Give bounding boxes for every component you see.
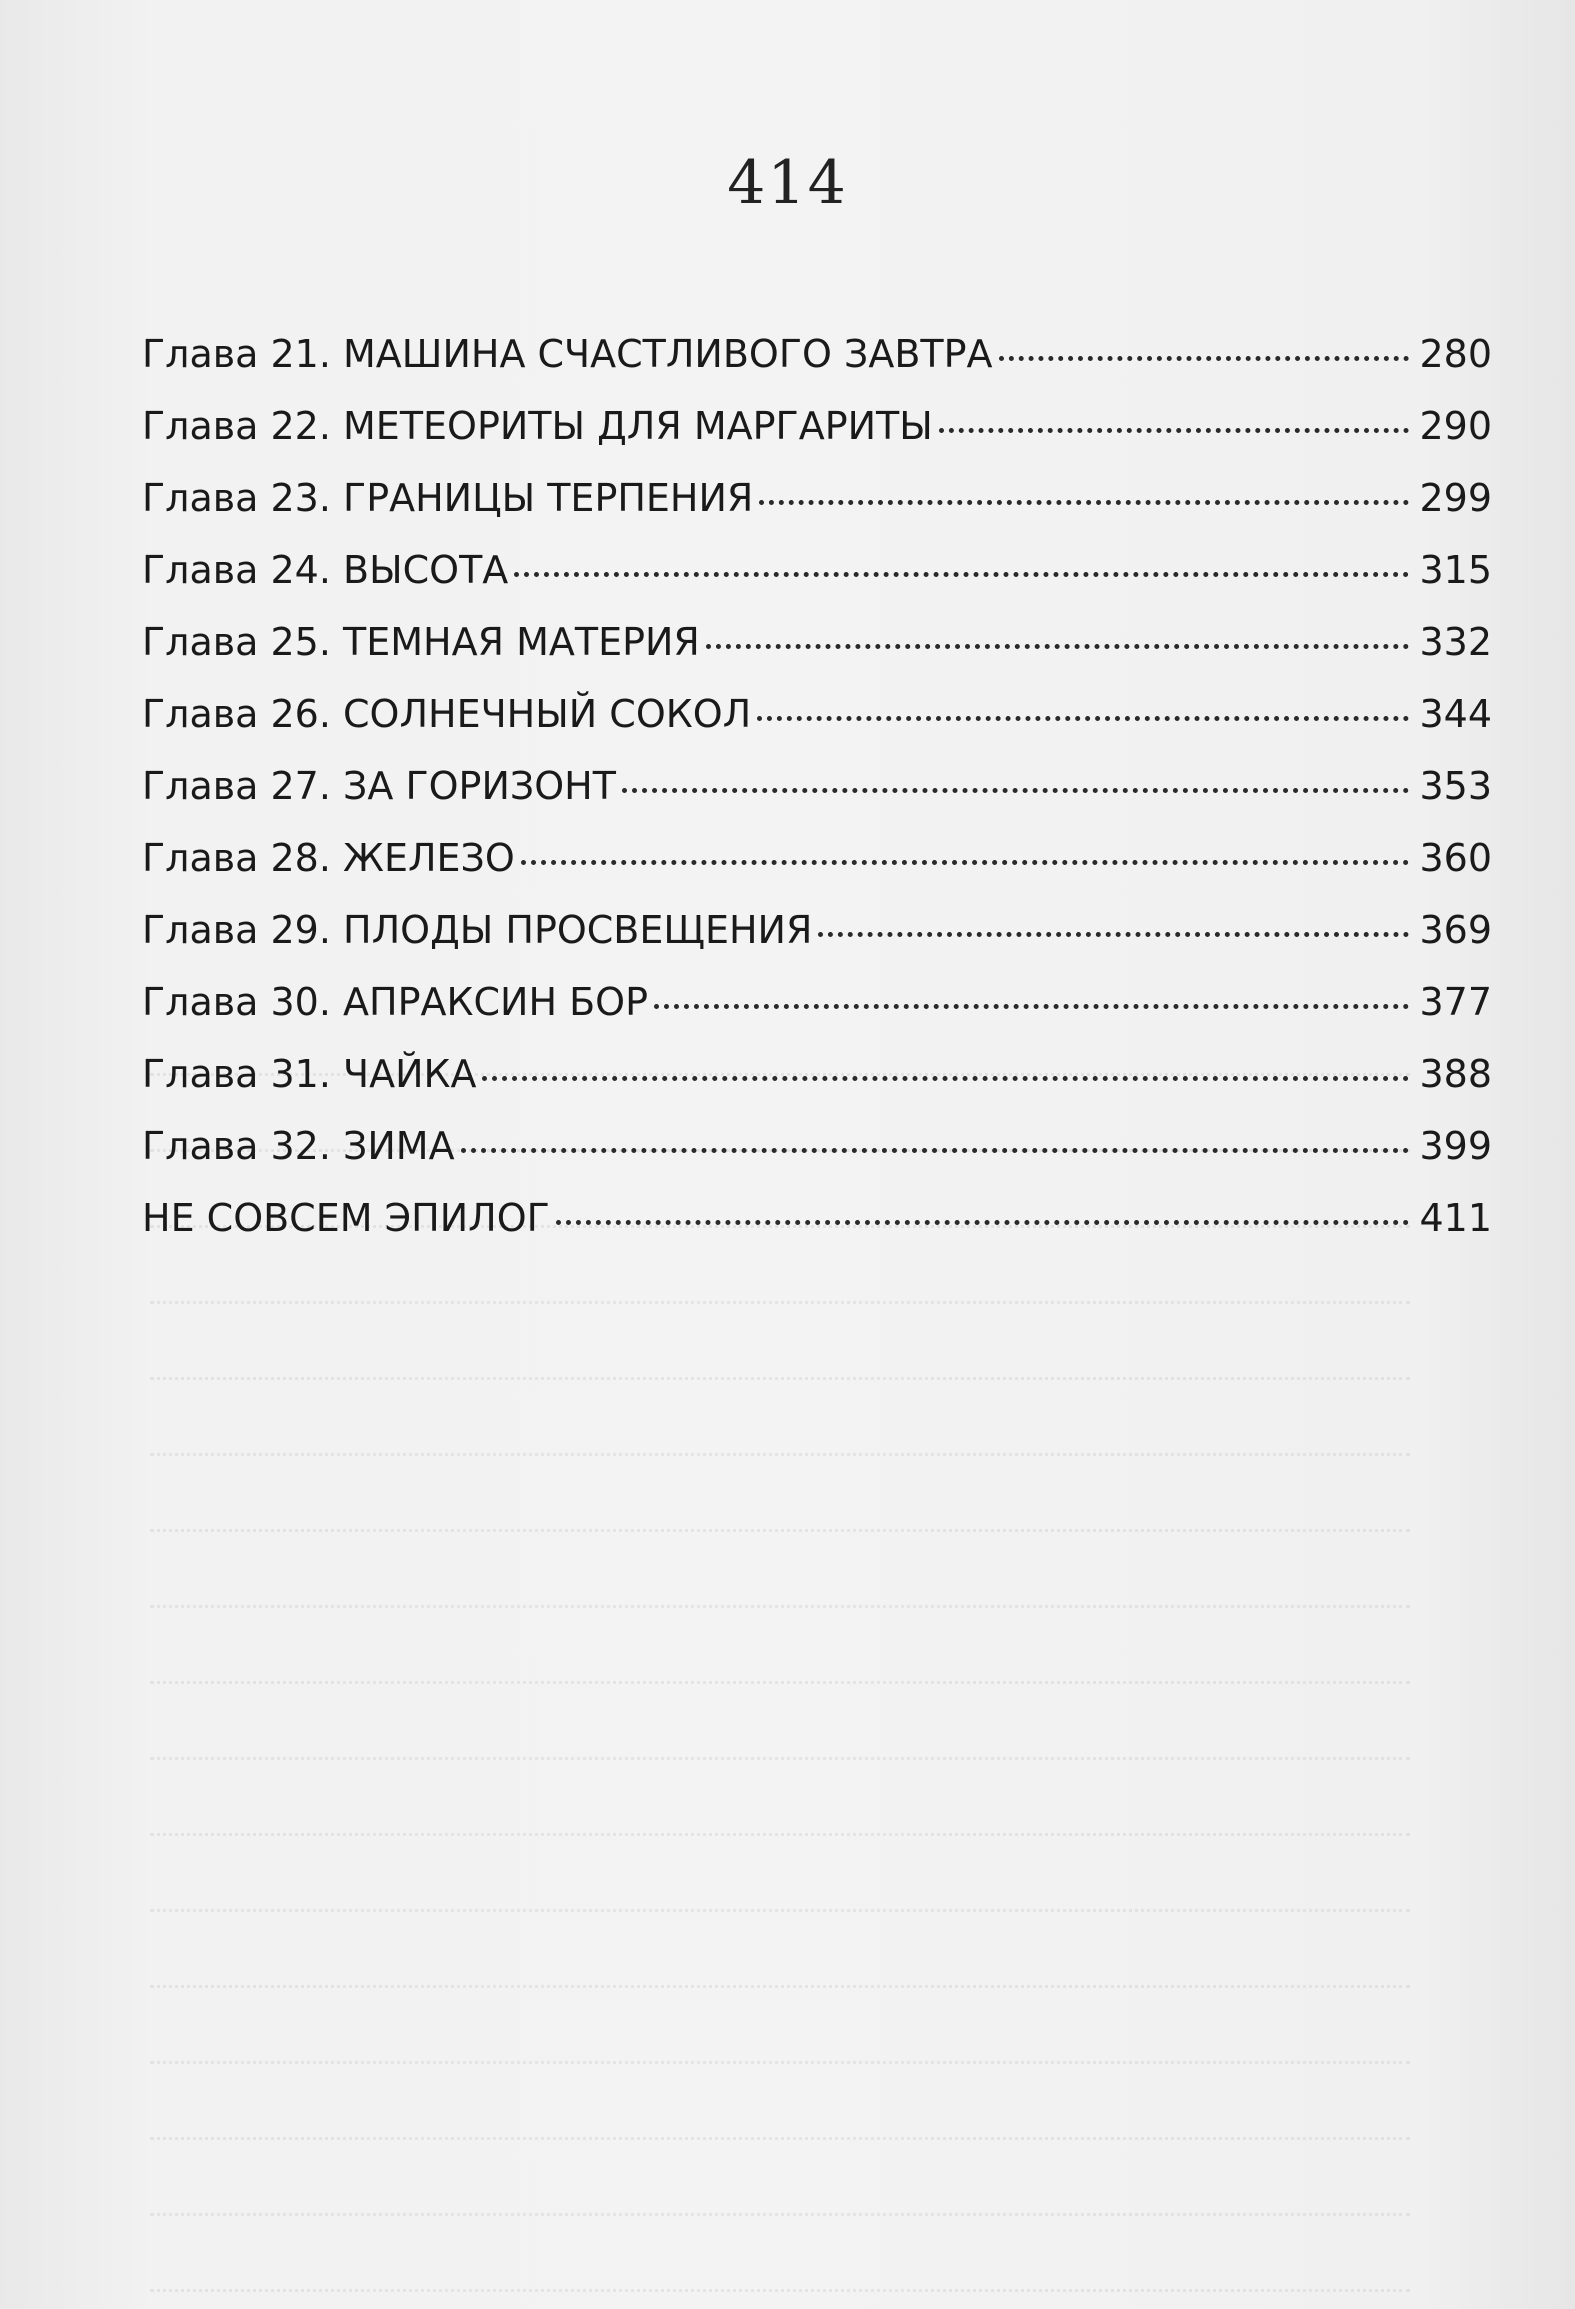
toc-entry-title: Глава 24. ВЫСОТА bbox=[142, 548, 509, 592]
toc-entry bbox=[142, 894, 1492, 966]
toc-entry bbox=[142, 606, 1492, 678]
toc-entry-title: НЕ СОВСЕМ ЭПИЛОГ bbox=[142, 1196, 550, 1240]
dot-leader bbox=[818, 932, 1409, 937]
toc-entry-page: 344 bbox=[1419, 692, 1492, 736]
toc-entry-title: Глава 25. ТЕМНАЯ МАТЕРИЯ bbox=[142, 620, 700, 664]
toc-entry bbox=[142, 822, 1492, 894]
dot-leader bbox=[482, 1076, 1409, 1081]
table-of-contents bbox=[142, 318, 1492, 1254]
toc-entry-title: Глава 26. СОЛНЕЧНЫЙ СОКОЛ bbox=[142, 692, 752, 736]
toc-entry bbox=[142, 1038, 1492, 1110]
toc-entry bbox=[142, 750, 1492, 822]
dot-leader bbox=[654, 1004, 1409, 1009]
toc-entry-title: Глава 27. ЗА ГОРИЗОНТ bbox=[142, 764, 616, 808]
toc-entry-title: Глава 21. МАШИНА СЧАСТЛИВОГО ЗАВТРА bbox=[142, 332, 993, 376]
toc-entry bbox=[142, 534, 1492, 606]
toc-entry-page: 399 bbox=[1419, 1124, 1492, 1168]
toc-entry-page: 280 bbox=[1419, 332, 1492, 376]
toc-entry-title: Глава 23. ГРАНИЦЫ ТЕРПЕНИЯ bbox=[142, 476, 754, 520]
toc-entry-page: 353 bbox=[1419, 764, 1492, 808]
toc-entry-page: 360 bbox=[1419, 836, 1492, 880]
page-number: 414 bbox=[727, 148, 848, 218]
toc-entry-page: 377 bbox=[1419, 980, 1492, 1024]
dot-leader bbox=[757, 716, 1409, 721]
toc-entry-title: Глава 31. ЧАЙКА bbox=[142, 1052, 477, 1096]
toc-entry-page: 388 bbox=[1419, 1052, 1492, 1096]
dot-leader bbox=[521, 860, 1410, 865]
toc-entry-page: 332 bbox=[1419, 620, 1492, 664]
toc-entry-page: 369 bbox=[1419, 908, 1492, 952]
toc-entry-page: 411 bbox=[1419, 1196, 1492, 1240]
toc-entry-title: Глава 28. ЖЕЛЕЗО bbox=[142, 836, 515, 880]
toc-entry bbox=[142, 318, 1492, 390]
toc-entry-title: Глава 32. ЗИМА bbox=[142, 1124, 455, 1168]
toc-entry bbox=[142, 1110, 1492, 1182]
dot-leader bbox=[999, 356, 1410, 361]
toc-entry bbox=[142, 462, 1492, 534]
dot-leader bbox=[461, 1148, 1410, 1153]
dot-leader bbox=[622, 788, 1410, 793]
toc-entry-title: Глава 29. ПЛОДЫ ПРОСВЕЩЕНИЯ bbox=[142, 908, 813, 952]
dot-leader bbox=[514, 572, 1409, 577]
toc-entry-page: 290 bbox=[1419, 404, 1492, 448]
toc-entry-page: 315 bbox=[1419, 548, 1492, 592]
toc-entry bbox=[142, 966, 1492, 1038]
dot-leader bbox=[706, 644, 1410, 649]
toc-entry-title: Глава 30. АПРАКСИН БОР bbox=[142, 980, 648, 1024]
toc-entry-page: 299 bbox=[1419, 476, 1492, 520]
toc-entry bbox=[142, 678, 1492, 750]
toc-entry bbox=[142, 1182, 1492, 1254]
dot-leader bbox=[939, 428, 1410, 433]
dot-leader bbox=[759, 500, 1409, 505]
toc-entry-title: Глава 22. МЕТЕОРИТЫ ДЛЯ МАРГАРИТЫ bbox=[142, 404, 933, 448]
toc-entry bbox=[142, 390, 1492, 462]
dot-leader bbox=[556, 1220, 1410, 1225]
